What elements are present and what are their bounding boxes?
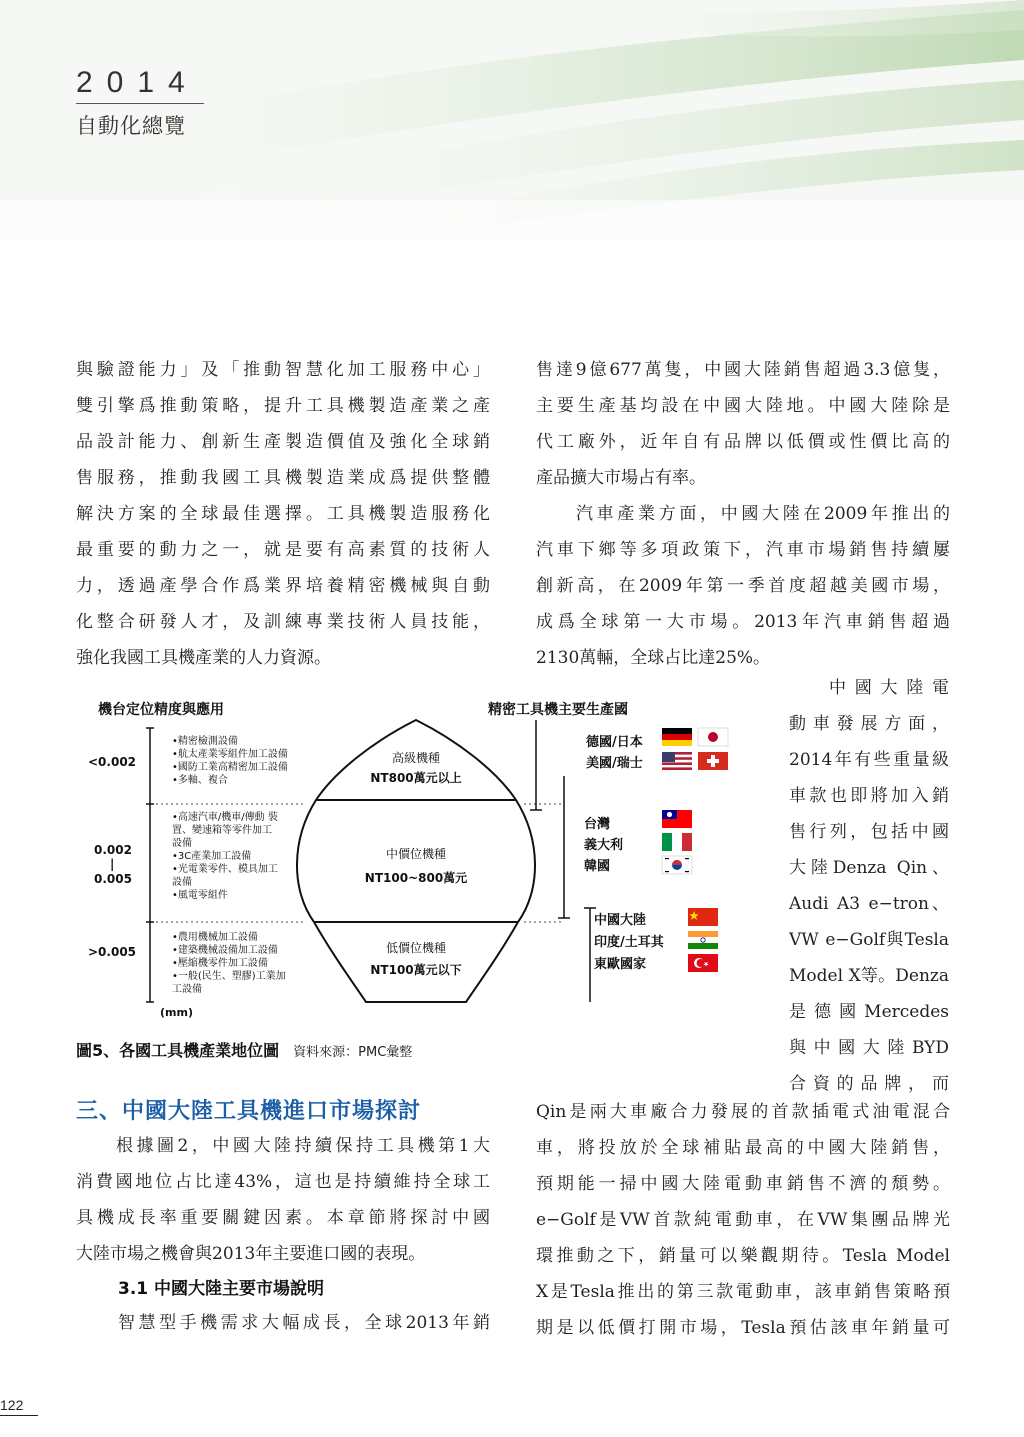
right-column-bottom [536,1094,950,1346]
section-heading: 三、中國大陸工具機進口市場探討 [76,1099,422,1124]
subsection-heading: 3.1 中國大陸主要市場說明 [118,1279,325,1299]
korea-flag-icon [662,856,692,874]
text-line: 2130萬輛，全球占比達25%。 [536,648,771,668]
text-line: 期是以低價打開市場，Tesla預估該車年銷量可 [536,1318,950,1338]
country-label: 義大利 [584,838,624,853]
country-label: 印度/土耳其 [594,935,664,950]
text-line: 大陸Denza Qin、 [789,858,949,878]
text-line: 創新高，在2009年第一季首度超越美國市場， [536,576,950,596]
precision-label-mid-bottom: 0.005 [94,872,132,886]
taiwan-flag-icon [662,810,692,828]
text-line: 產品擴大市場占有率。 [536,468,706,488]
text-line: Audi A3 e−tron、 [789,894,949,914]
tier-name: 中價位機種 [385,847,447,861]
figure-caption-source: 資料來源：PMC彙整 [293,1045,413,1060]
figure-diagram [76,690,766,1030]
application-item: •多軸、複合 [172,775,228,786]
application-item: •農用機械加工設備 [172,932,258,943]
application-item: •精密檢測設備 [172,736,238,747]
tier-price: NT100~800萬元 [364,871,468,885]
text-line: 成爲全球第一大市場。2013年汽車銷售超過 [536,612,950,632]
figure-caption [76,1038,412,1061]
text-line: 合資的品牌，而 [789,1074,949,1094]
precision-label-top: <0.002 [88,755,137,769]
text-line: 車款也即將加入銷 [789,786,949,806]
text-line: VW e−Golf與Tesla [789,930,949,950]
section-body [76,1128,490,1272]
country-label: 中國大陸 [594,913,647,928]
text-line: 與驗證能力」及「推動智慧化加工服務中心」 [76,360,490,380]
text-line: 2014年有些重量級 [789,750,949,770]
applications-top [172,734,288,786]
applications-low [172,930,286,995]
right-column-narrow [789,670,949,1102]
subsection-body [118,1305,490,1341]
text-line: 解決方案的全球最佳選擇。工具機製造服務化 [76,504,490,524]
text-line: 具機成長率重要關鍵因素。本章節將探討中國 [76,1208,490,1228]
text-line: 車，將投放於全球補貼最高的中國大陸銷售， [536,1138,950,1158]
right-column-top [536,352,950,676]
tier-name: 高級機種 [391,751,441,765]
india-flag-icon [688,931,718,949]
country-label: 德國/日本 [586,735,643,750]
country-label: 美國/瑞士 [586,756,643,771]
text-line: 代工廠外，近年自有品牌以低價或性價比高的 [536,432,950,452]
text-line: Qin是兩大車廠合力發展的首款插電式油電混合 [536,1102,950,1122]
text-line: 強化我國工具機產業的人力資源。 [76,648,331,668]
unit-label: (mm) [160,1006,193,1019]
text-line: 汽車產業方面，中國大陸在2009年推出的 [576,504,950,524]
figure-machine-tool-positioning [76,690,766,1030]
tier-price: NT800萬元以上 [370,771,462,785]
text-line: 售達9億677萬隻，中國大陸銷售超過3.3億隻， [536,360,950,380]
text-line: 動車發展方面， [789,714,949,734]
application-item: •壓縮機零件加工設備 [172,958,268,969]
text-line: 環推動之下，銷量可以樂觀期待。Tesla Model [536,1246,950,1266]
application-item: •光電業零件、模具加工 [172,864,278,875]
text-line: 是德國Mercedes [789,1002,949,1022]
applications-mid [172,810,278,901]
text-line: Model X等。Denza [789,966,949,986]
text-line: 預期能一掃中國大陸電動車銷售不濟的頹勢。 [536,1174,950,1194]
tier-name: 低價位機種 [385,941,447,955]
application-item: 工設備 [172,984,202,995]
text-line: 中國大陸電 [829,678,949,698]
application-item: 設備 [172,877,192,888]
header-year: 2014 [76,66,199,99]
figure-left-title: 機台定位精度與應用 [98,702,224,718]
tier-price: NT100萬元以下 [370,963,462,977]
figure-right-title: 精密工具機主要生產國 [488,702,628,718]
text-line: 智慧型手機需求大幅成長，全球2013年銷 [118,1313,490,1333]
precision-label-mid-top: 0.002 [94,843,132,857]
country-labels [584,734,665,972]
application-item: 設備 [172,838,192,849]
italy-flag-icon [662,833,692,851]
text-line: 雙引擎爲推動策略，提升工具機製造產業之產 [76,396,490,416]
text-line: 根據圖2，中國大陸持續保持工具機第1大 [116,1136,490,1156]
text-line: 汽車下鄉等多項政策下，汽車市場銷售持續屢 [536,540,950,560]
application-item: •高速汽車/機車/傳動 裝 [172,812,278,823]
text-line: 消費國地位占比達43%，這也是持續維持全球工 [76,1172,490,1192]
precision-label-low: >0.005 [88,945,137,959]
header-rule [76,103,204,104]
text-line: 售服務，推動我國工具機製造業成爲提供整體 [76,468,490,488]
text-line: 與中國大陸BYD [789,1038,949,1058]
application-item: 置、變速箱等零件加工 [172,825,272,836]
header-title: 自動化總覽 [76,114,186,138]
application-item: •國防工業高精密加工設備 [172,762,288,773]
usa-flag-icon [662,752,692,770]
application-item: •建築機械設備加工設備 [172,945,278,956]
precision-label-mid-sep: | [110,857,115,871]
country-label: 台灣 [584,817,611,832]
text-line: X是Tesla推出的第三款電動車，該車銷售策略預 [536,1282,950,1302]
germany-flag-icon [662,728,692,746]
turkey-flag-icon [688,954,718,972]
application-item: •航太產業零組件加工設備 [172,749,288,760]
application-item: •風電零組件 [172,890,228,901]
china-flag-icon [688,908,718,926]
application-item: •一般(民生、塑膠)工業加 [172,971,286,982]
left-column-top [76,352,490,676]
text-line: 主要生產基均設在中國大陸地。中國大陸除是 [536,396,950,416]
country-label: 韓國 [584,859,611,874]
text-line: 最重要的動力之一，就是要有高素質的技術人 [76,540,490,560]
country-label: 東歐國家 [594,957,647,972]
text-line: 品設計能力、創新生產製造價值及強化全球銷 [76,432,490,452]
application-item: •3C產業加工設備 [172,851,252,862]
switzerland-flag-icon [698,752,728,770]
text-line: e−Golf是VW首款純電動車，在VW集團品牌光 [536,1210,950,1230]
figure-caption-title: 圖5、各國工具機產業地位圖 [76,1041,280,1060]
page-number: 122 [0,1397,38,1416]
text-line: 力，透過產學合作爲業界培養精密機械與自動 [76,576,490,596]
text-line: 化整合研發人才，及訓練專業技術人員技能， [76,612,490,632]
text-line: 售行列，包括中國 [789,822,949,842]
text-line: 大陸市場之機會與2013年主要進口國的表現。 [76,1244,426,1264]
japan-flag-icon [698,728,728,746]
